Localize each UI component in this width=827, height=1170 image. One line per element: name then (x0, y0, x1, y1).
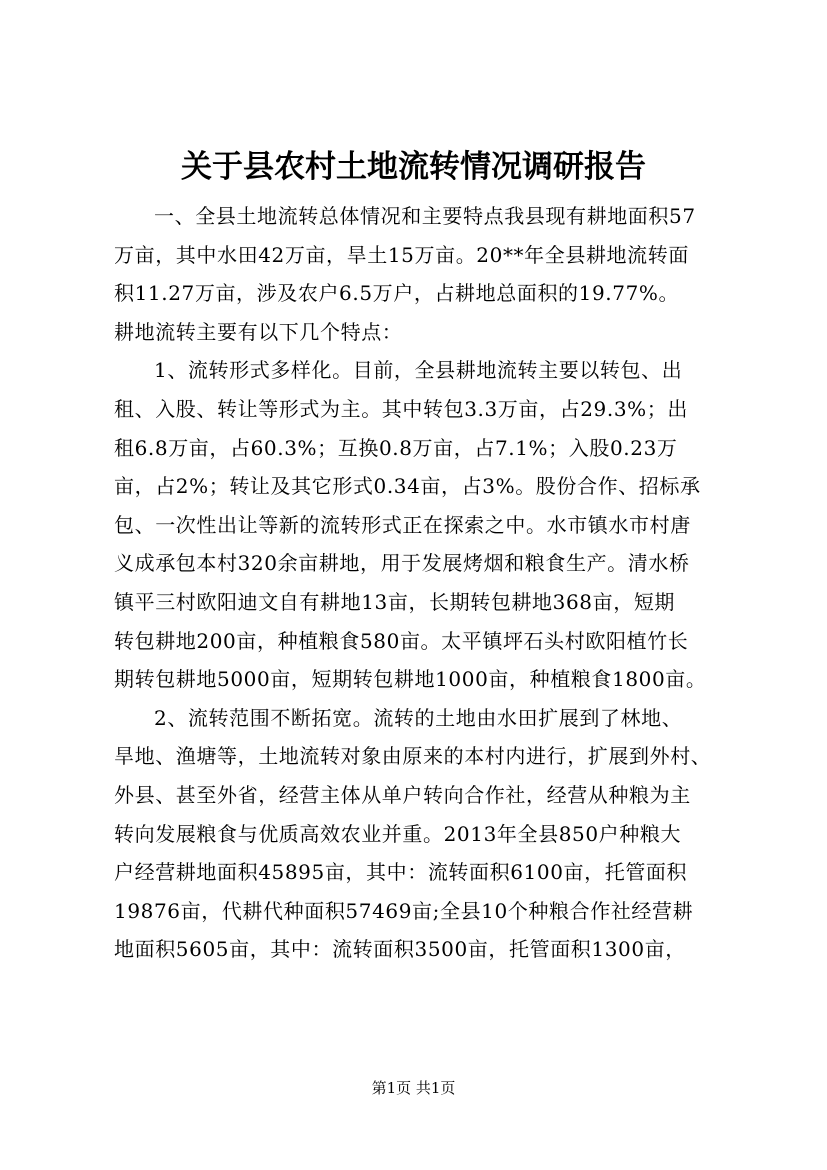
text-line: 外县、甚至外省，经营主体从单户转向合作社，经营从种粮为主 (114, 782, 691, 807)
text-line: 转包耕地200亩，种植粮食580亩。太平镇坪石头村欧阳植竹长 (114, 628, 689, 653)
text-line: 转向发展粮食与优质高效农业并重。2013年全县850户种粮大 (114, 821, 682, 846)
text-line: 万亩，其中水田42万亩，旱土15万亩。20**年全县耕地流转面 (114, 242, 689, 267)
text-line: 镇平三村欧阳迪文自有耕地13亩，长期转包耕地368亩，短期 (114, 589, 676, 614)
text-line: 租6.8万亩，占60.3%；互换0.8万亩，占7.1%；入股0.23万 (114, 435, 678, 460)
text-line: 2、流转范围不断拓宽。流转的土地由水田扩展到了林地、 (154, 705, 683, 730)
page-number-footer: 第1页 共1页 (371, 1079, 456, 1097)
text-line: 亩，占2%；转让及其它形式0.34亩，占3%。股份合作、招标承 (114, 474, 701, 499)
text-line: 积11.27万亩，涉及农户6.5万户，占耕地总面积的19.77%。 (114, 281, 680, 306)
text-line: 19876亩，代耕代种面积57469亩;全县10个种粮合作社经营耕 (114, 898, 694, 923)
text-line: 一、全县土地流转总体情况和主要特点我县现有耕地面积57 (154, 204, 696, 228)
text-line: 义成承包本村320余亩耕地，用于发展烤烟和粮食生产。清水桥 (114, 551, 690, 576)
text-line: 包、一次性出让等新的流转形式正在探索之中。水市镇水市村唐 (114, 512, 691, 537)
text-line: 租、入股、转让等形式为主。其中转包3.3万亩，占29.3%；出 (114, 396, 688, 421)
text-line: 户经营耕地面积45895亩，其中：流转面积6100亩，托管面积 (114, 860, 688, 885)
document-title: 关于县农村土地流转情况调研报告 (181, 149, 646, 185)
text-line: 1、流转形式多样化。目前，全县耕地流转主要以转包、出 (154, 358, 683, 383)
text-line: 地面积5605亩，其中：流转面积3500亩，托管面积1300亩， (114, 937, 686, 962)
text-line: 耕地流转主要有以下几个特点： (114, 319, 403, 344)
document-body (114, 197, 714, 969)
text-line: 期转包耕地5000亩，短期转包耕地1000亩，种植粮食1800亩。 (114, 667, 707, 692)
text-line: 旱地、渔塘等，土地流转对象由原来的本村内进行，扩展到外村、 (114, 744, 712, 769)
